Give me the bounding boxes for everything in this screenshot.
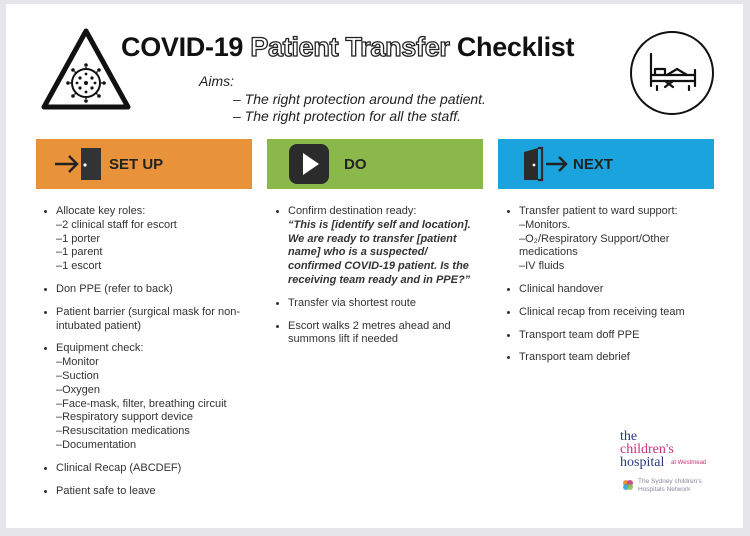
list-item: [56, 306, 252, 334]
item-text: Clinical handover: [519, 282, 604, 295]
sub-item: –Oxygen: [56, 383, 101, 396]
list-item: [288, 297, 479, 311]
exit-door-icon: [520, 144, 570, 184]
item-text: Transport team doff PPE: [519, 328, 640, 341]
aims-label: Aims:: [199, 73, 234, 89]
logo-line-childrens: children's: [620, 442, 674, 457]
logo-location: at Westmead: [671, 460, 707, 466]
list-item: [519, 329, 710, 343]
network-logo-icon: [621, 478, 635, 492]
item-text: Patient barrier (surgical mask for non-intubated patient): [56, 305, 241, 332]
next-label: NEXT: [573, 155, 614, 173]
play-icon: [288, 143, 330, 185]
title-patient-transfer: Patient Transfer: [250, 32, 450, 62]
next-banner: [498, 139, 714, 189]
setup-label: SET UP: [109, 155, 164, 173]
sub-item: –Documentation: [56, 438, 137, 451]
next-list: [505, 205, 710, 374]
sub-item: –1 parent: [56, 246, 103, 259]
list-item: [56, 342, 252, 452]
sub-item: –Monitors.: [519, 218, 571, 231]
item-text: Escort walks 2 metres ahead and summons lift if needed: [288, 319, 451, 346]
sub-item: –1 escort: [56, 260, 102, 273]
item-text: Allocate key roles:: [56, 205, 146, 217]
network-name: The Sydney children's Hospitals Network: [638, 478, 702, 493]
setup-list: [42, 205, 252, 507]
aim-item: – The right protection around the patient.: [233, 91, 486, 107]
sub-item: –IV fluids: [519, 260, 565, 273]
item-text: Transfer via shortest route: [288, 296, 416, 309]
item-text: Equipment check:: [56, 342, 144, 355]
list-item: [288, 205, 479, 288]
page-title: [121, 32, 574, 63]
logo-line-the: the: [620, 429, 638, 444]
enter-door-icon: [53, 144, 105, 184]
list-item: [519, 205, 710, 274]
script-quote: “This is [identify self and location]. We are ready to transfer [patient name] who is a suspected/ confirmed COVID-19 patient. Is the receiving team ready and in PPE?”: [288, 218, 471, 286]
list-item: [519, 351, 710, 365]
title-checklist: Checklist: [456, 32, 575, 62]
setup-banner: [36, 139, 252, 189]
list-item: [288, 320, 479, 348]
item-text: Confirm destination ready:: [288, 205, 417, 217]
list-item: [56, 205, 252, 274]
sub-item: –Suction: [56, 369, 99, 382]
item-text: Transfer patient to ward support:: [519, 205, 678, 217]
sub-item: –Resuscitation medications: [56, 425, 190, 438]
sub-item: –Respiratory support device: [56, 411, 193, 424]
aim-item: – The right protection for all the staff.: [233, 108, 462, 124]
do-list: [274, 205, 479, 356]
item-text: Clinical recap from receiving team: [519, 305, 685, 318]
sub-item: –2 clinical staff for escort: [56, 218, 177, 231]
item-text: Transport team debrief: [519, 351, 630, 364]
hospital-bed-icon: [629, 30, 715, 116]
list-item: [519, 306, 710, 320]
item-text: Clinical Recap (ABCDEF): [56, 461, 182, 474]
virus-warning-icon: [40, 27, 132, 111]
sub-item: –Face-mask, filter, breathing circuit: [56, 397, 227, 410]
sub-item: –1 porter: [56, 232, 101, 245]
list-item: [519, 283, 710, 297]
item-text: Patient safe to leave: [56, 484, 156, 497]
list-item: [56, 283, 252, 297]
title-covid: COVID-19: [121, 32, 244, 62]
list-item: [56, 485, 252, 499]
list-item: [56, 462, 252, 476]
item-text: Don PPE (refer to back): [56, 282, 173, 295]
sub-item: –O₂/Respiratory Support/Other medications: [519, 232, 670, 259]
sub-item: –Monitor: [56, 356, 99, 369]
do-banner: [267, 139, 483, 189]
do-label: DO: [344, 155, 367, 173]
logo-line-hospital: hospital: [620, 455, 665, 470]
